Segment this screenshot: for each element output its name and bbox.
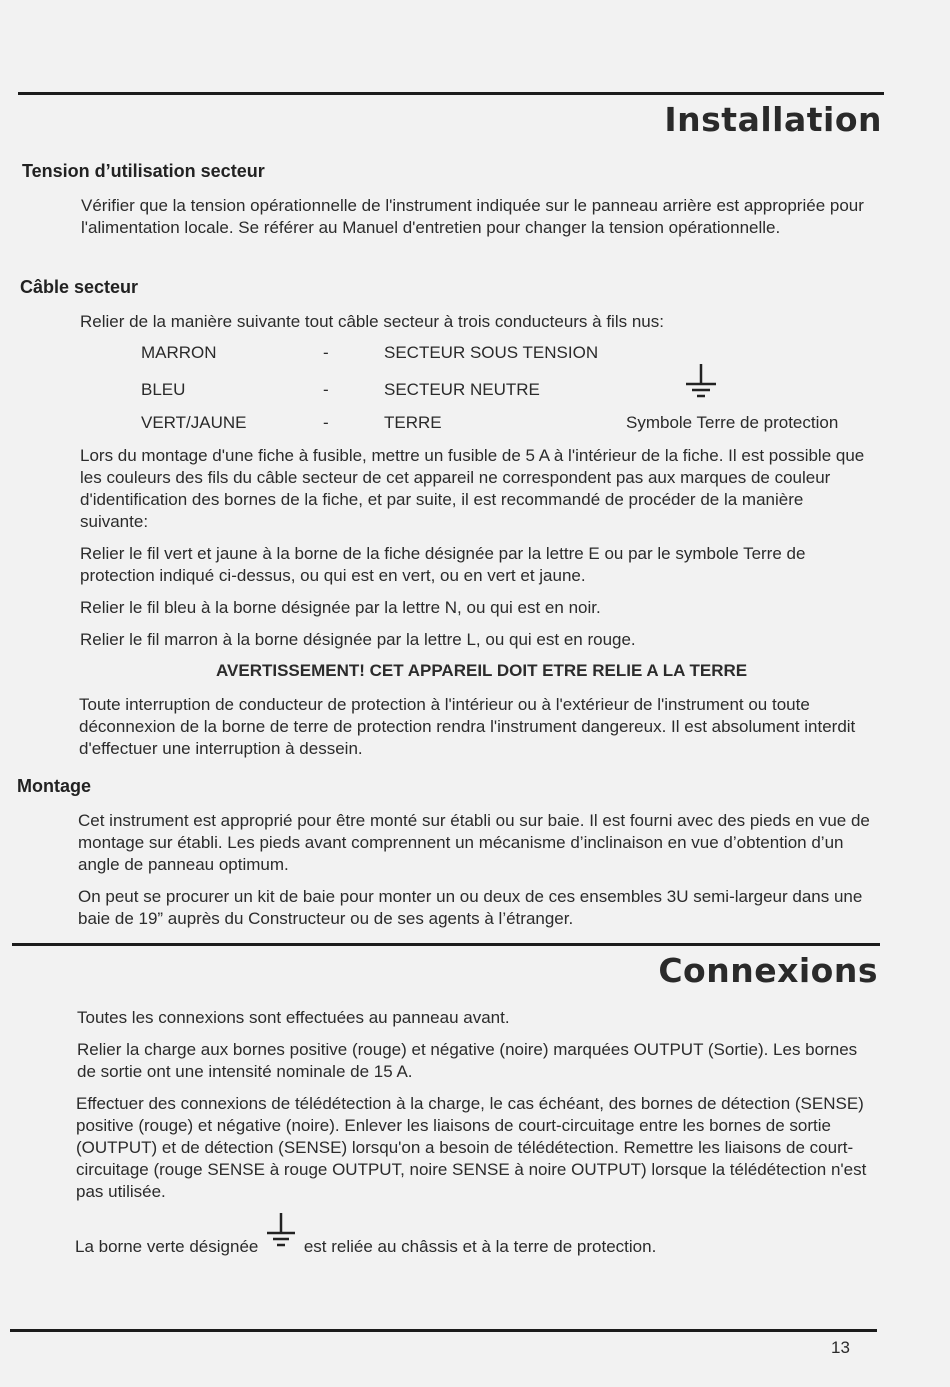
montage-paragraph-2: On peut se procurer un kit de baie pour monter un ou deux de ces ensembles 3U semi-largeur dans une baie de 19” auprès du Constructeur ou de ses agents à l’étranger. bbox=[78, 887, 863, 928]
middle-rule bbox=[12, 943, 880, 946]
earth-sentence-end: est reliée au châssis et à la terre de protection. bbox=[303, 1237, 657, 1257]
connexions-title: Connexions bbox=[658, 951, 878, 990]
cable-paragraph-5: Toute interruption de conducteur de protection à l'intérieur ou à l'extérieur de l'instrument ou toute déconnexion de la borne de terre de protection rendra l'instrument dangereux. Il est absolument interdit d'effectuer une interruption à dessein. bbox=[79, 695, 856, 758]
wire-function: SECTEUR NEUTRE bbox=[384, 380, 540, 399]
wire-color: BLEU bbox=[141, 380, 186, 399]
tension-heading: Tension d’utilisation secteur bbox=[22, 161, 265, 181]
connexions-paragraph-1: Toutes les connexions sont effectuées au panneau avant. bbox=[77, 1008, 510, 1027]
protective-earth-icon bbox=[684, 362, 718, 400]
cable-paragraph-1: Lors du montage d'une fiche à fusible, mettre un fusible de 5 A à l'intérieur de la fiche. Il est possible que les couleurs des fils du câble secteur de cet appareil ne correspondent pas aux marques de couleur d'identification des bornes de la fiche, et par suite, il est recommandé de procéder de la manière suivante: bbox=[80, 446, 865, 531]
wire-dash: - bbox=[323, 343, 329, 362]
cable-heading: Câble secteur bbox=[20, 277, 139, 297]
installation-title: Installation bbox=[664, 100, 882, 139]
connexions-paragraph-3: Effectuer des connexions de télédétection à la charge, le cas échéant, des bornes de détection (SENSE) positive (rouge) et négative (noire). Enlever les liaisons de court-circuitage entre les bornes de sortie (OUTPUT) et de détection (SENSE) lorsqu'on a besoin de télédétection. Remettre les liaisons de court-circuitage (rouge SENSE à rouge OUTPUT, noire SENSE à noire OUTPUT) lorsque la télédétection n'est pas utilisée. bbox=[76, 1094, 867, 1201]
earth-sentence-start: La borne verte désignée bbox=[75, 1237, 259, 1257]
wire-color: VERT/JAUNE bbox=[141, 413, 247, 432]
wire-dash: - bbox=[323, 380, 329, 399]
montage-heading: Montage bbox=[17, 776, 91, 796]
montage-paragraph-1: Cet instrument est approprié pour être monté sur établi ou sur baie. Il est fourni avec des pieds en vue de montage sur établi. Les pieds avant comprennent un mécanisme d’inclinaison en vue d’obtention d’un angle de panneau optimum. bbox=[78, 811, 870, 874]
tension-text: Vérifier que la tension opérationnelle de l'instrument indiquée sur le panneau arrière est appropriée pour l'alimentation locale. Se référer au Manuel d'entretien pour changer la tension opérationnelle. bbox=[81, 196, 864, 237]
earth-warning: AVERTISSEMENT! CET APPAREIL DOIT ETRE RELIE A LA TERRE bbox=[216, 661, 748, 680]
symbol-caption: Symbole Terre de protection bbox=[626, 413, 839, 432]
page-number: 13 bbox=[831, 1338, 850, 1357]
wire-dash: - bbox=[323, 413, 329, 432]
cable-paragraph-3: Relier le fil bleu à la borne désignée par la lettre N, ou qui est en noir. bbox=[80, 598, 601, 617]
cable-paragraph-2: Relier le fil vert et jaune à la borne de la fiche désignée par la lettre E ou par le symbole Terre de protection indiqué ci-dessus, ou qui est en vert, ou en vert et jaune. bbox=[80, 544, 806, 585]
connexions-paragraph-2: Relier la charge aux bornes positive (rouge) et négative (noire) marquées OUTPUT (Sortie). Les bornes de sortie ont une intensité nominale de 15 A. bbox=[77, 1040, 858, 1081]
cable-intro: Relier de la manière suivante tout câble secteur à trois conducteurs à fils nus: bbox=[80, 312, 664, 331]
connexions-paragraph-4 bbox=[75, 1212, 875, 1257]
bottom-rule bbox=[10, 1329, 877, 1332]
protective-earth-icon bbox=[265, 1212, 297, 1248]
cable-paragraph-4: Relier le fil marron à la borne désignée par la lettre L, ou qui est en rouge. bbox=[80, 630, 636, 649]
wire-function: TERRE bbox=[384, 413, 442, 432]
top-rule bbox=[18, 92, 884, 95]
wire-color: MARRON bbox=[141, 343, 217, 362]
wire-function: SECTEUR SOUS TENSION bbox=[384, 343, 599, 362]
